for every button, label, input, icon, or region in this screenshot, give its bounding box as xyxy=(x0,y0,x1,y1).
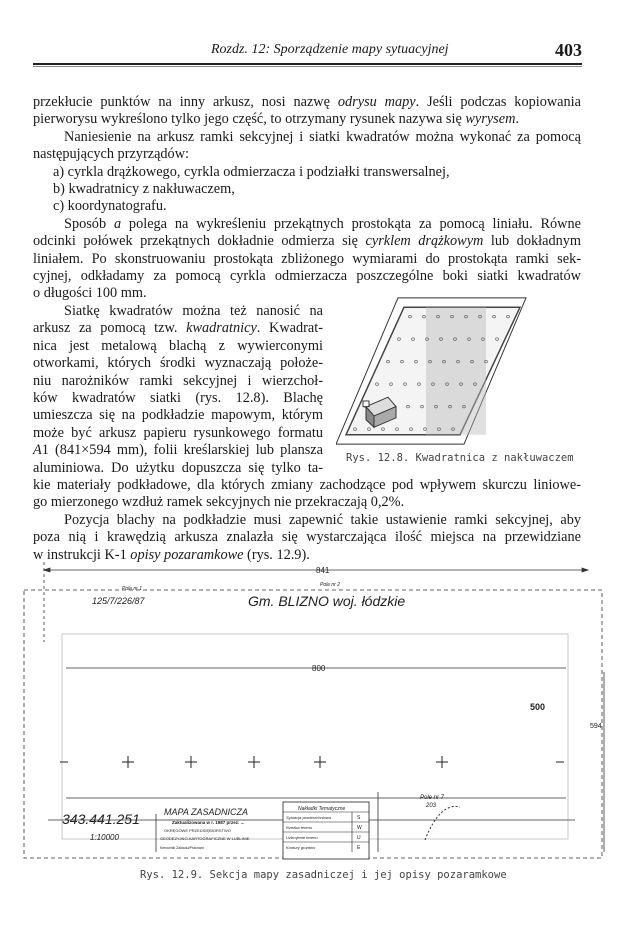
header-rule-thin xyxy=(33,66,582,67)
map-title: MAPA ZASADNICZA xyxy=(164,807,249,817)
map-subtitle: Zaktualizowana w r. 1987 przez: ... xyxy=(172,820,245,825)
text-line xyxy=(33,477,581,494)
italic-term: kwadratnicy xyxy=(186,320,257,337)
text-segment: c) koordynatografu. xyxy=(53,198,167,215)
pole7-value: 203 xyxy=(426,803,437,809)
text-line xyxy=(33,320,323,337)
text-segment: Siatkę kwadratów można też nanosić na xyxy=(64,302,323,319)
text-segment: (rys. 12.9). xyxy=(243,546,310,563)
text-segment: . Jeśli podczas kopiowania xyxy=(415,94,581,110)
overlay-name: Rzeźba terenu xyxy=(286,825,313,830)
text-segment: aluminiowa. Do użytku dopuszcza się tylko ta- xyxy=(33,459,323,476)
figure-kwadratnica xyxy=(336,296,528,446)
pole1-label: Pole nr 1 xyxy=(122,586,143,592)
text-line xyxy=(33,338,323,355)
pole2-label: Pole nr 2 xyxy=(320,582,341,588)
org-line-3: Kierownik Zakładu/Pracowni xyxy=(160,846,204,850)
text-segment: niu narożników ramki sekcyjnej i wierzchoł- xyxy=(33,372,323,389)
overlay-name: Kontury gruntów xyxy=(286,845,316,850)
dim-500-label: 500 xyxy=(530,702,546,712)
text-segment: . Kwadrat- xyxy=(256,320,323,337)
text-line xyxy=(33,216,581,233)
header-rule xyxy=(33,63,582,65)
overlay-code: S xyxy=(357,815,361,821)
text-segment: otworkami, których środki wyznaczają położe- xyxy=(33,355,323,372)
dim-841-label: 841 xyxy=(316,566,330,575)
figure-12-9-caption: Rys. 12.9. Sekcja mapy zasadniczej i jej opisy pozaramkowe xyxy=(140,869,507,881)
text-segment: może być arkusz papieru rysunkowego formatu xyxy=(33,424,323,441)
godlo-number: 343.441.251 xyxy=(62,811,140,827)
text-segment: . xyxy=(515,111,519,128)
dim-594-label: 594 xyxy=(590,723,602,730)
italic-term: a xyxy=(113,215,122,232)
text-line xyxy=(33,94,581,111)
pole1-value: 125/7/226/87 xyxy=(92,596,145,606)
text-line xyxy=(33,198,581,215)
text-segment: arkusz za pomocą tzw. xyxy=(33,320,187,337)
text-line xyxy=(33,146,581,163)
overlay-code: W xyxy=(357,825,362,831)
overlay-code: E xyxy=(357,845,361,851)
italic-term: odrysu mapy xyxy=(337,94,416,110)
scale-label: 1:10000 xyxy=(90,833,119,842)
text-segment: następujących przyrządów: xyxy=(33,146,190,163)
text-segment: poza nią i krawędzią arkusza znalazła się wystarczająca ilość miejsca na przewidziane xyxy=(33,529,581,546)
text-line xyxy=(33,268,581,285)
text-line xyxy=(33,181,581,198)
running-header xyxy=(33,40,582,62)
text-segment: polega na wykreśleniu przekątnych prostokąta za pomocą liniału. Równe xyxy=(121,215,581,232)
italic-term: wyrysem xyxy=(465,111,516,128)
text-segment: ków kwadratów siatki (rys. 12.8). Blachę xyxy=(33,389,323,406)
pole2-value: Gm. BLIZNO woj. łódzkie xyxy=(248,593,406,609)
text-line xyxy=(33,111,581,128)
text-segment: go mierzonego wzdłuż ramek sekcyjnych nie przekraczają 0,2%. xyxy=(33,494,405,511)
overlays-title: Nakładki Tematyczne xyxy=(298,806,346,812)
page-number: 403 xyxy=(555,40,582,60)
text-segment: przekłucie punktów na inny arkusz, nosi nazwę xyxy=(33,94,338,110)
text-segment: 1 (841×594 mm), folii kreślarskiej lub plansza xyxy=(41,442,323,459)
chapter-title: Rozdz. 12: Sporządzenie mapy sytuacyjnej xyxy=(211,42,449,57)
grid-crosses xyxy=(60,756,564,768)
text-segment: Pozycja blachy na podkładzie musi zapewnić takie ustawienie ramki sekcyjnej, aby xyxy=(64,511,581,528)
overlays-table xyxy=(283,802,369,859)
text-line xyxy=(33,512,581,529)
dim-800-label: 800 xyxy=(312,664,326,673)
text-line xyxy=(33,233,581,250)
text-segment: odcinki połówek przekątnych dokładnie odmierza się xyxy=(33,233,366,250)
text-line xyxy=(33,529,581,546)
italic-term: A xyxy=(33,442,42,459)
text-segment: pierworysu wykreślono tylko jego część, to otrzymany rysunek nazywa się xyxy=(33,111,466,128)
text-line xyxy=(33,355,323,372)
text-segment: Naniesienie na arkusz ramki sekcyjnej i siatki kwadratów można wykonać za pomocą xyxy=(64,128,581,145)
text-line xyxy=(33,303,323,320)
text-line xyxy=(33,373,323,390)
text-segment: nica jest metalową blachą z wywierconymi xyxy=(33,337,323,354)
org-line-1: OKRĘGOWE PRZEDSIĘBIORSTWO xyxy=(164,828,231,833)
italic-term: cyrklem drążkowym xyxy=(365,233,484,250)
text-segment: a) cyrkla drążkowego, cyrkla odmierzacza i podziałki transwersalnej, xyxy=(53,163,450,180)
text-segment: umieszcza się na podkładzie mapowym, którym xyxy=(33,407,323,424)
text-line xyxy=(33,129,581,146)
figure-12-8-caption: Rys. 12.8. Kwadratnica z nakłuwaczem xyxy=(346,452,574,464)
text-segment: lub dokładnym xyxy=(483,233,582,250)
overlay-name: Sytuacja powierzchniowa xyxy=(286,815,331,820)
text-line xyxy=(33,164,581,181)
text-line xyxy=(33,425,323,442)
text-line xyxy=(33,442,323,459)
text-segment: kie materiały podkładowe, dla których zmiany zachodzące pod wpływem skurczu liniowe- xyxy=(33,476,581,493)
plate-shading xyxy=(426,307,486,435)
pole7-label: Pole nr 7 xyxy=(420,795,445,801)
text-line xyxy=(33,251,581,268)
text-segment: Sposób xyxy=(64,215,114,232)
text-segment: liniałem. Po skonstruowaniu prostokąta zbliżonego wymiarami do prostokąta ramki sek- xyxy=(33,250,581,267)
text-segment: w instrukcji K-1 xyxy=(33,546,131,563)
text-segment: cyjnej, odkładamy za pomocą cyrkla odmierzacza poszczególne boki siatki kwadratów xyxy=(33,268,581,285)
org-line-2: GEODEZYJNO-KARTOGRAFICZNE W LUBLINIE xyxy=(160,836,250,841)
text-segment: b) kwadratnicy z nakłuwaczem, xyxy=(53,181,235,198)
overlay-code: U xyxy=(357,835,361,841)
text-line xyxy=(33,407,323,424)
text-segment: o długości 100 mm. xyxy=(33,285,147,302)
text-line xyxy=(33,460,323,477)
italic-term: opisy pozaramkowe xyxy=(130,546,244,563)
text-line xyxy=(33,494,581,511)
figure-map-section xyxy=(0,562,628,862)
overlay-name: Uzbrojenie terenu xyxy=(286,835,318,840)
text-line xyxy=(33,390,323,407)
